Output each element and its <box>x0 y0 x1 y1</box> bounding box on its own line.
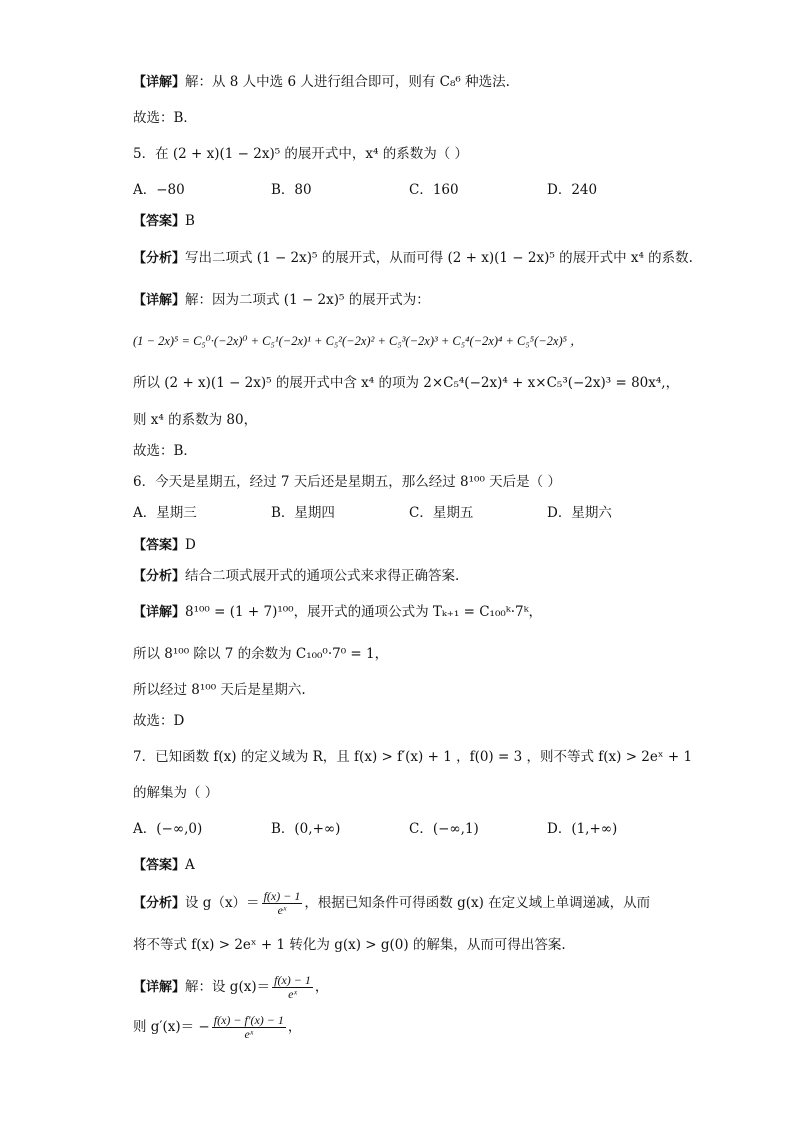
question-6-stem: 6．今天是星期五，经过 7 天后还是星期五，那么经过 8¹⁰⁰ 天后是（ ） <box>133 474 561 490</box>
q7-option-b: B．(0,+∞) <box>271 821 341 837</box>
q5-detail <box>133 290 430 311</box>
question-5-stem: 5．在 (2 + x)(1 − 2x)⁵ 的展开式中，x⁴ 的系数为（ ） <box>133 146 469 162</box>
analysis-post: ，根据已知条件可得函数 g(x) 在定义域上单调递减，从而 <box>304 895 651 911</box>
q5-option-b: B．80 <box>271 182 312 198</box>
fraction-numerator: f(x) − f′(x) − 1 <box>213 1013 284 1027</box>
q6-option-c: C．星期五 <box>409 505 474 521</box>
q7-option-a: A．(−∞,0) <box>133 821 203 837</box>
fraction-denominator: eˣ <box>244 1027 254 1041</box>
fraction <box>272 974 313 1001</box>
detail-text: 解：因为二项式 (1 − 2x)⁵ 的展开式为： <box>185 292 430 308</box>
answer-tag: 【答案】 <box>133 538 186 553</box>
fraction-denominator: eˣ <box>277 903 287 917</box>
derivative-post: ， <box>287 1019 302 1035</box>
q5-expansion-formula: (1 − 2x)⁵ = C₅⁰·(−2x)⁰ + C₅¹(−2x)¹ + C₅²(−2x)² + C₅³(−2x)³ + C₅⁴(−2x)⁴ + C₅⁵(−2x)⁵ ， <box>133 334 583 348</box>
answer-text: B <box>185 213 195 229</box>
answer-tag: 【答案】 <box>133 858 186 873</box>
q6-answer <box>133 535 196 556</box>
q5-coefficient-line: 则 x⁴ 的系数为 80， <box>133 412 258 428</box>
q7-option-c: C．(−∞,1) <box>409 821 479 837</box>
q5-answer <box>133 211 195 232</box>
q6-detail <box>133 602 542 623</box>
analysis-tag: 【分析】 <box>133 251 186 266</box>
q6-option-d: D．星期六 <box>547 505 612 521</box>
q7-analysis-line2: 将不等式 f(x) > 2eˣ + 1 转化为 g(x) > g(0) 的解集，从而可得出答案. <box>133 937 566 953</box>
analysis-tag: 【分析】 <box>133 896 186 911</box>
detail-pre: 解：设 g(x)＝ <box>185 979 271 995</box>
fraction-numerator: f(x) − 1 <box>263 889 301 903</box>
fraction <box>212 1014 286 1041</box>
detail-tag: 【详解】 <box>133 605 186 620</box>
answer-tag: 【答案】 <box>133 214 186 229</box>
question-7-stem-line1: 7．已知函数 f(x) 的定义域为 R，且 f(x) > f′(x) + 1 ，f(0) = 3 ，则不等式 f(x) > 2eˣ + 1 <box>133 749 693 765</box>
q7-detail <box>133 972 328 1003</box>
fraction <box>262 890 303 917</box>
analysis-text: 写出二项式 (1 − 2x)⁵ 的展开式，从而可得 (2 + x)(1 − 2x)⁵ 的展开式中 x⁴ 的系数. <box>185 250 693 266</box>
detail-tag: 【详解】 <box>133 980 186 995</box>
q6-remainder-line: 所以 8¹⁰⁰ 除以 7 的余数为 C₁₀₀⁰·7⁰ = 1， <box>133 646 389 662</box>
q6-option-a: A．星期三 <box>133 505 197 521</box>
fraction-denominator: eˣ <box>288 987 297 1001</box>
q5-option-c: C．160 <box>409 182 459 198</box>
fraction-numerator: f(x) − 1 <box>274 973 311 987</box>
q6-conclusion-line: 所以经过 8¹⁰⁰ 天后是星期六. <box>133 682 306 698</box>
q5-option-a: A．−80 <box>133 182 185 198</box>
q5-option-d: D．240 <box>547 182 598 198</box>
analysis-pre: 设 g（x）＝ <box>185 895 260 911</box>
detail-text: 解：从 8 人中选 6 人进行组合即可，则有 C₈⁶ 种选法. <box>185 74 510 90</box>
detail-tag: 【详解】 <box>133 293 186 308</box>
detail-text: 8¹⁰⁰ = (1 + 7)¹⁰⁰，展开式的通项公式为 Tₖ₊₁ = C₁₀₀ᵏ·7ᵏ， <box>185 604 543 620</box>
derivative-pre: 则 g′(x)＝ − <box>133 1019 210 1035</box>
q5-analysis <box>133 248 693 269</box>
analysis-tag: 【分析】 <box>133 569 186 584</box>
q5-choose-line: 故选：B． <box>133 443 197 459</box>
q7-answer <box>133 855 195 876</box>
detail-tag: 【详解】 <box>133 75 186 90</box>
q6-option-b: B．星期四 <box>271 505 335 521</box>
answer-text: D <box>185 537 196 553</box>
answer-text: A <box>185 857 195 873</box>
detail-line-q4 <box>133 72 510 93</box>
detail-post: ， <box>314 979 329 995</box>
choose-line-q4: 故选：B． <box>133 110 197 126</box>
analysis-text: 结合二项式展开式的通项公式来求得正确答案. <box>185 568 460 584</box>
question-7-stem-line2: 的解集为（ ） <box>133 785 219 801</box>
q6-analysis <box>133 566 459 587</box>
q7-analysis <box>133 888 650 919</box>
q6-choose-line: 故选：D <box>133 713 185 729</box>
q7-option-d: D．(1,+∞) <box>547 821 618 837</box>
q7-derivative-line <box>133 1012 301 1042</box>
q5-term-line: 所以 (2 + x)(1 − 2x)⁵ 的展开式中含 x⁴ 的项为 2×C₅⁴(−2x)⁴ + x×C₅³(−2x)³ = 80x⁴,， <box>133 375 680 391</box>
